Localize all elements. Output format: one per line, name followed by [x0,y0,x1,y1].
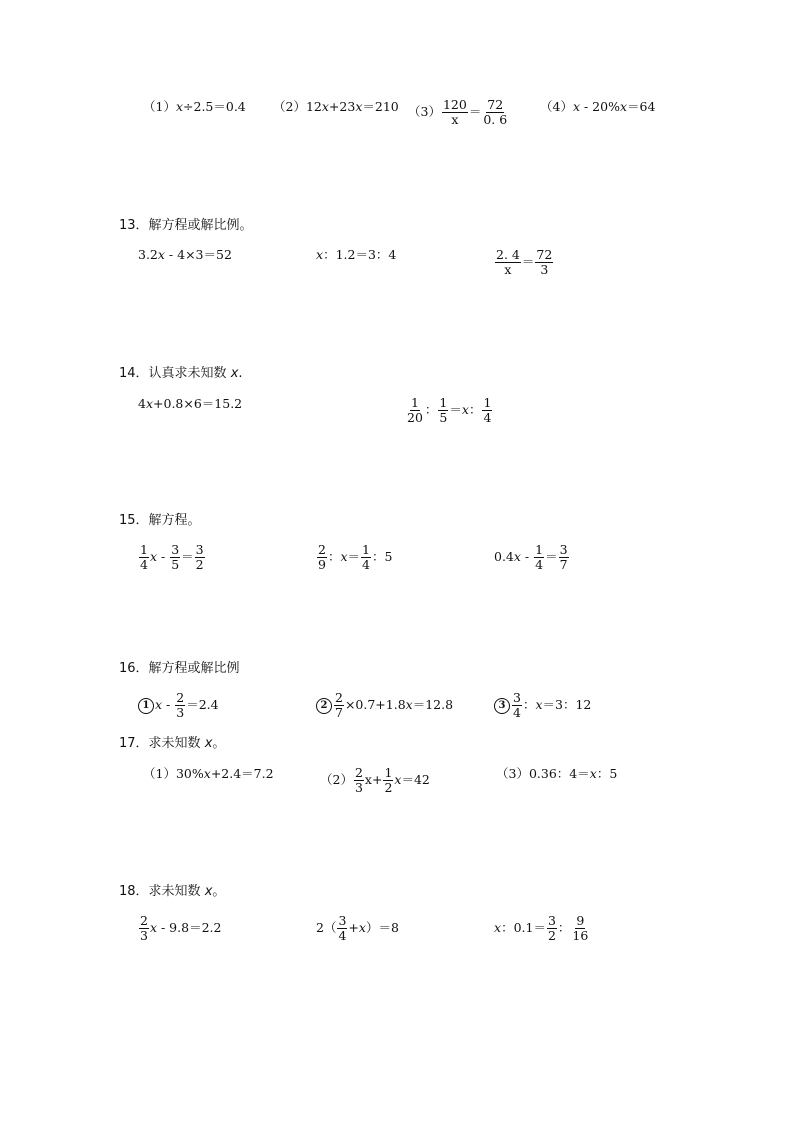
fraction: $\frac{3}{5}$ [171,542,180,572]
fraction: $\frac{3}{2}$ [195,542,204,572]
fraction: $\frac{1}{4}$ [535,542,544,572]
q13-eq-1: 3.2x - 4×3＝52 [138,247,232,262]
q17-eq-2: （2） $\frac{2}{3}$ x+ $\frac{1}{2}$ x＝42 [320,765,430,795]
fraction: $\frac{9}{16}$ [572,913,589,943]
q15-eq-1: $\frac{1}{4}$ x - $\frac{3}{5}$ ＝ $\frac{3}{2}$ [140,542,204,572]
fraction: $\frac{2. 4}{x}$ [496,247,520,277]
circled-number: 2 [316,698,332,714]
q14-eq-2: $\frac{1}{20}$ ： $\frac{1}{5}$ ＝x： $\frac{1}{4}$ [407,395,492,425]
q16-eq-1: 1 x - $\frac{2}{3}$ ＝2.4 [138,691,219,720]
q15-eq-3: 0.4x - $\frac{1}{4}$ ＝ $\frac{3}{7}$ [494,542,568,572]
fraction: $\frac{2}{3}$ [140,913,148,943]
fraction: $\frac{72}{3}$ [536,247,553,277]
top-eq-3: （3） $\frac{120}{x}$ ＝ $\frac{72}{0. 6}$ [408,97,508,127]
top-eq-4: （4）x - 20%x＝64 [540,99,656,114]
q15-eq-2: $\frac{2}{9}$ ：x＝ $\frac{1}{4}$ ：5 [318,542,393,572]
fraction: $\frac{3}{4}$ [513,690,521,720]
q18-eq-3: x：0.1＝ $\frac{3}{2}$ ： $\frac{9}{16}$ [494,913,589,943]
fraction: $\frac{3}{4}$ [338,913,347,943]
fraction: $\frac{72}{0. 6}$ [483,97,508,127]
q18-title: 18．求未知数 x。 [119,884,226,899]
fraction: $\frac{1}{5}$ [439,395,448,425]
fraction: $\frac{2}{7}$ [335,690,343,720]
fraction: $\frac{2}{3}$ [354,765,363,795]
q18-eq-1: $\frac{2}{3}$ x - 9.8＝2.2 [140,913,222,943]
fraction: $\frac{120}{x}$ [442,97,467,127]
q17-title: 17．求未知数 x。 [119,736,226,751]
fraction: $\frac{1}{20}$ [407,395,423,425]
fraction: $\frac{3}{7}$ [559,542,568,572]
fraction: $\frac{1}{4}$ [483,395,492,425]
fraction: $\frac{3}{2}$ [547,913,556,943]
circled-number: 3 [494,698,510,714]
q16-title: 16．解方程或解比例 [119,661,240,676]
q16-eq-2: 2 $\frac{2}{7}$ ×0.7+1.8x＝12.8 [316,691,453,720]
q17-eq-3: （3）0.36：4＝x：5 [496,766,618,781]
q15-title: 15．解方程。 [119,513,201,528]
q18-eq-2: 2（ $\frac{3}{4}$ +x）＝8 [316,913,399,943]
top-eq-1: （1）x÷2.5＝0.4 [143,99,246,114]
q16-eq-3: 3 $\frac{3}{4}$ ：x＝3：12 [494,691,591,720]
fraction: $\frac{2}{9}$ [318,542,326,572]
q13-eq-2: x：1.2＝3：4 [316,247,397,262]
fraction: $\frac{1}{4}$ [140,542,148,572]
circled-number: 1 [138,698,154,714]
q14-title: 14．认真求未知数 x. [119,366,243,381]
q14-eq-1: 4x+0.8×6＝15.2 [138,396,243,411]
q17-eq-1: （1）30%x+2.4＝7.2 [143,766,274,781]
fraction: $\frac{1}{2}$ [384,765,393,795]
top-eq-2: （2）12x+23x＝210 [273,99,399,114]
fraction: $\frac{1}{4}$ [362,542,370,572]
q13-eq-3: $\frac{2. 4}{x}$ ＝ $\frac{72}{3}$ [496,247,553,277]
fraction: $\frac{2}{3}$ [176,690,185,720]
q13-title: 13．解方程或解比例。 [119,218,253,233]
